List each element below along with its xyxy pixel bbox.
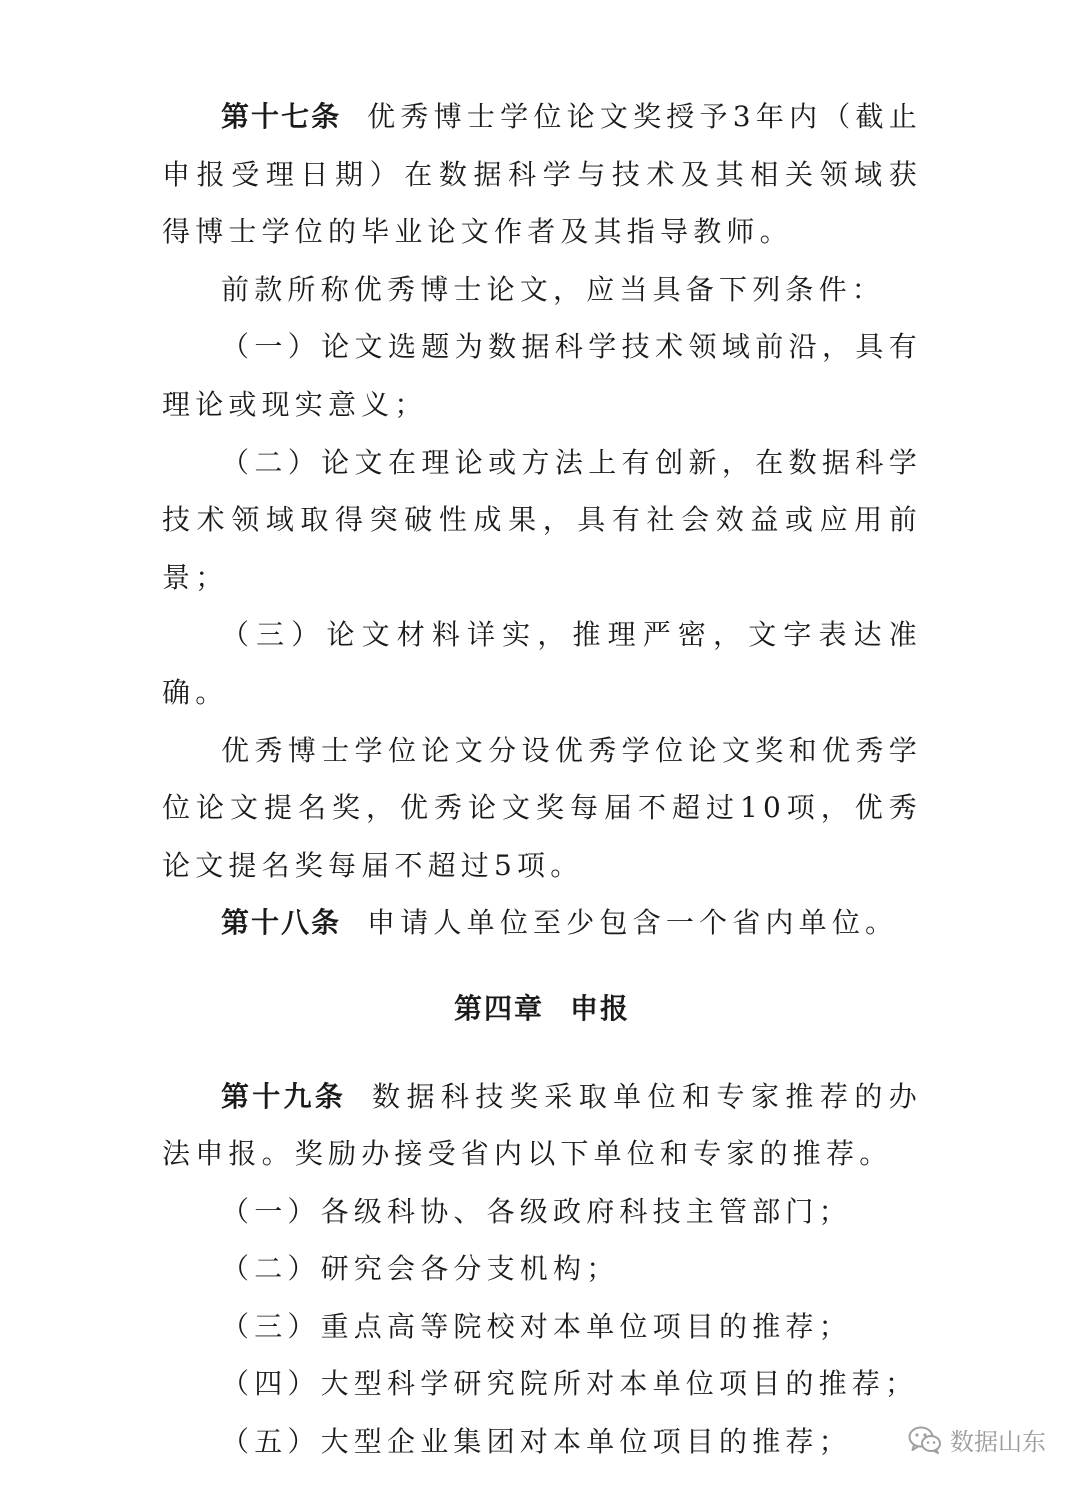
wechat-icon [908,1426,942,1454]
article-18 [162,894,922,952]
condition-1: （一）论文选题为数据科学技术领域前沿，具有理论或现实意义； [162,330,922,421]
article-18-number: 第十八条 [221,906,342,940]
article-19-number: 第十九条 [221,1079,347,1113]
watermark-text: 数据山东 [950,1428,1046,1456]
recommend-item-2: （二）研究会各分支机构； [221,1252,620,1286]
document-page [162,88,922,1471]
recommend-item-1: （一）各级科协、各级政府科技主管部门； [221,1194,852,1228]
conditions-intro: 前款所称优秀博士论文，应当具备下列条件： [221,272,886,306]
chapter-number: 第四章 [453,991,544,1025]
article-17 [162,88,922,261]
recommend-item-4: （四）大型科学研究院所对本单位项目的推荐； [221,1367,919,1401]
recommend-item-3: （三）重点高等院校对本单位项目的推荐； [221,1309,852,1343]
chapter-title: 申报 [570,991,631,1025]
source-watermark [908,1422,1046,1457]
recommend-item-5: （五）大型企业集团对本单位项目的推荐； [221,1425,852,1459]
condition-3: （三）论文材料详实，推理严密，文字表达准确。 [162,618,922,709]
award-note: 优秀博士学位论文分设优秀学位论文奖和优秀学位论文提名奖，优秀论文奖每届不超过10项，优秀论文提名奖每届不超过5项。 [162,733,922,882]
article-17-text: 优秀博士学位论文奖授予3年内（截止申报受理日期）在数据科学与技术及其相关领域获得博士学位的毕业论文作者及其指导教师。 [162,100,922,249]
article-19-text: 数据科技奖采取单位和专家推荐的办法申报。奖励办接受省内以下单位和专家的推荐。 [162,1079,922,1171]
article-17-number: 第十七条 [221,100,342,133]
article-19 [162,1068,922,1183]
article-18-text: 申请人单位至少包含一个省内单位。 [367,906,899,940]
chapter-heading [162,980,922,1038]
condition-2: （二）论文在理论或方法上有创新，在数据科学技术领域取得突破性成果，具有社会效益或应用前景； [162,445,922,594]
